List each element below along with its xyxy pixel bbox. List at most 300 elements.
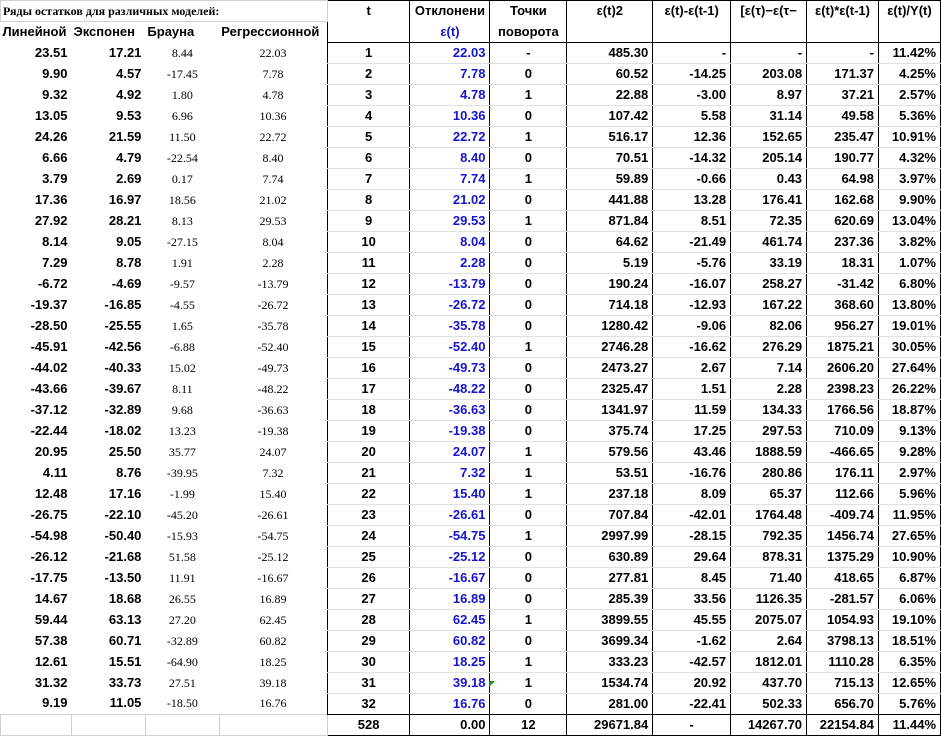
cell-regression[interactable]: 7.32 — [262, 465, 284, 480]
cell-product[interactable]: 2606.20 — [807, 357, 879, 378]
cell-brown[interactable]: 35.77 — [168, 444, 196, 459]
cell-exponential[interactable]: -4.69 — [111, 275, 142, 291]
header-turning-points-bottom[interactable]: поворота — [490, 22, 567, 43]
cell-product[interactable]: 2398.23 — [807, 378, 879, 399]
cell-t[interactable]: 21 — [327, 462, 410, 483]
cell-brown[interactable]: 8.13 — [171, 213, 193, 228]
cell-exponential[interactable]: -40.33 — [104, 359, 142, 375]
cell-product[interactable]: 176.11 — [807, 462, 879, 483]
cell-regression[interactable]: 2.28 — [262, 255, 284, 270]
cell-squared[interactable]: 1280.42 — [567, 315, 653, 336]
cell-t[interactable]: 12 — [327, 273, 410, 294]
cell-t[interactable]: 25 — [327, 546, 410, 567]
cell-difference-squared[interactable]: 792.35 — [731, 525, 807, 546]
cell-difference[interactable]: - — [653, 42, 731, 63]
cell-turning-point[interactable]: 1 — [490, 168, 567, 189]
cell-exponential[interactable]: 33.73 — [108, 674, 142, 690]
cell-brown[interactable]: 1.80 — [171, 87, 193, 102]
cell-product[interactable]: 656.70 — [807, 693, 879, 714]
header-linear[interactable]: Линейной — [2, 24, 67, 39]
cell-t[interactable]: 3 — [327, 84, 410, 105]
cell-regression[interactable]: -54.75 — [257, 528, 289, 543]
header-squared-bottom[interactable] — [567, 22, 653, 43]
cell-difference-squared[interactable]: 176.41 — [731, 189, 807, 210]
cell-regression[interactable]: -48.22 — [257, 381, 289, 396]
cell-brown[interactable]: 11.50 — [169, 129, 196, 144]
cell-linear[interactable]: -28.50 — [30, 317, 68, 333]
cell-turning-point[interactable]: 0 — [490, 273, 567, 294]
cell-product[interactable]: 710.09 — [807, 420, 879, 441]
cell-difference-squared[interactable]: 33.19 — [731, 252, 807, 273]
empty-cell[interactable] — [71, 714, 145, 735]
cell-product[interactable]: 1875.21 — [807, 336, 879, 357]
cell-t[interactable]: 8 — [327, 189, 410, 210]
header-turning-points-top[interactable]: Точки — [490, 1, 567, 22]
cell-product[interactable]: 1110.28 — [807, 651, 879, 672]
cell-difference[interactable]: 1.51 — [653, 378, 731, 399]
cell-squared[interactable]: 3899.55 — [567, 609, 653, 630]
cell-t[interactable]: 15 — [327, 336, 410, 357]
cell-exponential[interactable]: -42.56 — [104, 338, 142, 354]
cell-difference-squared[interactable]: 72.35 — [731, 210, 807, 231]
cell-product[interactable]: 237.36 — [807, 231, 879, 252]
total-product[interactable]: 22154.84 — [807, 714, 879, 735]
cell-deviation[interactable]: 7.32 — [410, 462, 490, 483]
cell-ratio[interactable]: 11.42% — [878, 42, 940, 63]
cell-difference[interactable]: 20.92 — [653, 672, 731, 693]
cell-linear[interactable]: -22.44 — [30, 422, 68, 438]
header-t-bottom[interactable] — [327, 22, 410, 43]
cell-squared[interactable]: 333.23 — [567, 651, 653, 672]
cell-squared[interactable]: 1341.97 — [567, 399, 653, 420]
cell-brown[interactable]: 9.68 — [171, 402, 193, 417]
cell-exponential[interactable]: 15.51 — [108, 653, 142, 669]
cell-squared[interactable]: 485.30 — [567, 42, 653, 63]
cell-squared[interactable]: 285.39 — [567, 588, 653, 609]
cell-product[interactable]: 49.58 — [807, 105, 879, 126]
cell-product[interactable]: 1375.29 — [807, 546, 879, 567]
cell-difference[interactable]: 8.51 — [653, 210, 731, 231]
cell-ratio[interactable]: 9.28% — [878, 441, 940, 462]
cell-t[interactable]: 29 — [327, 630, 410, 651]
cell-squared[interactable]: 22.88 — [567, 84, 653, 105]
cell-difference-squared[interactable]: 276.29 — [731, 336, 807, 357]
cell-linear[interactable]: 17.36 — [34, 191, 68, 207]
cell-product[interactable]: 1054.93 — [807, 609, 879, 630]
cell-squared[interactable]: 2325.47 — [567, 378, 653, 399]
header-exponential[interactable]: Экспонен — [73, 24, 136, 39]
cell-brown[interactable]: -1.99 — [169, 486, 195, 501]
cell-regression[interactable]: 16.76 — [259, 696, 287, 711]
header-deviation-top[interactable]: Отклонени — [410, 1, 490, 22]
cell-difference[interactable]: 5.58 — [653, 105, 731, 126]
cell-difference[interactable]: -28.15 — [653, 525, 731, 546]
cell-deviation[interactable]: -49.73 — [410, 357, 490, 378]
cell-regression[interactable]: 29.53 — [259, 213, 287, 228]
cell-difference-squared[interactable]: 134.33 — [731, 399, 807, 420]
cell-difference-squared[interactable]: 1812.01 — [731, 651, 807, 672]
cell-linear[interactable]: 31.32 — [34, 674, 68, 690]
cell-squared[interactable]: 2997.99 — [567, 525, 653, 546]
cell-t[interactable]: 9 — [327, 210, 410, 231]
cell-ratio[interactable]: 6.80% — [878, 273, 940, 294]
empty-cell[interactable] — [145, 714, 219, 735]
cell-deviation[interactable]: -13.79 — [410, 273, 490, 294]
cell-regression[interactable]: 60.82 — [259, 633, 287, 648]
cell-regression[interactable]: 8.40 — [262, 150, 284, 165]
cell-deviation[interactable]: 15.40 — [410, 483, 490, 504]
cell-turning-point[interactable]: 1 — [490, 525, 567, 546]
cell-difference-squared[interactable]: 2075.07 — [731, 609, 807, 630]
total-t[interactable]: 528 — [327, 714, 410, 735]
cell-brown[interactable]: 1.65 — [171, 318, 193, 333]
cell-deviation[interactable]: 18.25 — [410, 651, 490, 672]
cell-regression[interactable]: 4.78 — [262, 87, 284, 102]
cell-linear[interactable]: -45.91 — [30, 338, 68, 354]
cell-deviation[interactable]: -48.22 — [410, 378, 490, 399]
cell-ratio[interactable]: 5.36% — [878, 105, 940, 126]
cell-linear[interactable]: 9.19 — [42, 695, 68, 711]
cell-product[interactable]: 3798.13 — [807, 630, 879, 651]
cell-deviation[interactable]: 2.28 — [410, 252, 490, 273]
cell-turning-point[interactable]: 1 — [490, 336, 567, 357]
cell-difference-squared[interactable]: 437.70 — [731, 672, 807, 693]
total-turning-points[interactable]: 12 — [490, 714, 567, 735]
cell-regression[interactable]: 62.45 — [259, 612, 287, 627]
cell-turning-point[interactable]: 0 — [490, 546, 567, 567]
cell-deviation[interactable]: 22.03 — [410, 42, 490, 63]
cell-difference[interactable]: -9.06 — [653, 315, 731, 336]
cell-squared[interactable]: 871.84 — [567, 210, 653, 231]
cell-ratio[interactable]: 18.87% — [878, 399, 940, 420]
header-ratio[interactable]: ε(t)/Y(t) — [878, 1, 940, 22]
cell-t[interactable]: 5 — [327, 126, 410, 147]
cell-product[interactable]: 37.21 — [807, 84, 879, 105]
cell-ratio[interactable]: 13.04% — [878, 210, 940, 231]
cell-product[interactable]: 235.47 — [807, 126, 879, 147]
cell-turning-point[interactable]: 1 — [490, 84, 567, 105]
cell-t[interactable]: 7 — [327, 168, 410, 189]
cell-linear[interactable]: 12.61 — [34, 653, 68, 669]
cell-squared[interactable]: 375.74 — [567, 420, 653, 441]
cell-difference[interactable]: 43.46 — [653, 441, 731, 462]
cell-regression[interactable]: -25.12 — [257, 549, 289, 564]
cell-deviation[interactable]: -54.75 — [410, 525, 490, 546]
header-regression[interactable]: Регрессионной — [221, 24, 320, 39]
cell-product[interactable]: - — [807, 42, 879, 63]
cell-turning-point[interactable]: 1 — [490, 462, 567, 483]
cell-difference-squared[interactable]: 502.33 — [731, 693, 807, 714]
cell-deviation[interactable]: -16.67 — [410, 567, 490, 588]
cell-difference[interactable]: 12.36 — [653, 126, 731, 147]
cell-product[interactable]: 190.77 — [807, 147, 879, 168]
cell-brown[interactable]: 1.91 — [171, 255, 193, 270]
cell-turning-point[interactable]: 1 — [490, 126, 567, 147]
cell-difference[interactable]: 17.25 — [653, 420, 731, 441]
cell-exponential[interactable]: 9.05 — [116, 233, 142, 249]
cell-squared[interactable]: 70.51 — [567, 147, 653, 168]
cell-exponential[interactable]: 16.97 — [108, 191, 142, 207]
cell-difference[interactable]: 2.67 — [653, 357, 731, 378]
cell-ratio[interactable]: 3.82% — [878, 231, 940, 252]
cell-linear[interactable]: 8.14 — [42, 233, 68, 249]
cell-ratio[interactable]: 6.35% — [878, 651, 940, 672]
cell-brown[interactable]: 27.51 — [168, 675, 196, 690]
cell-difference[interactable]: 29.64 — [653, 546, 731, 567]
cell-regression[interactable]: -35.78 — [257, 318, 289, 333]
cell-ratio[interactable]: 2.97% — [878, 462, 940, 483]
cell-deviation[interactable]: -52.40 — [410, 336, 490, 357]
cell-linear[interactable]: -6.72 — [37, 275, 68, 291]
cell-ratio[interactable]: 10.90% — [878, 546, 940, 567]
cell-deviation[interactable]: -25.12 — [410, 546, 490, 567]
header-product[interactable]: ε(t)*ε(t-1) — [807, 1, 879, 22]
cell-brown[interactable]: -9.57 — [169, 276, 195, 291]
cell-squared[interactable]: 1534.74 — [567, 672, 653, 693]
cell-difference-squared[interactable]: 152.65 — [731, 126, 807, 147]
cell-exponential[interactable]: 8.76 — [116, 464, 142, 480]
cell-squared[interactable]: 281.00 — [567, 693, 653, 714]
cell-exponential[interactable]: 4.92 — [116, 86, 142, 102]
cell-product[interactable]: 620.69 — [807, 210, 879, 231]
cell-deviation[interactable]: 24.07 — [410, 441, 490, 462]
cell-deviation[interactable]: -26.61 — [410, 504, 490, 525]
cell-product[interactable]: 64.98 — [807, 168, 879, 189]
header-brown[interactable]: Брауна — [147, 24, 195, 39]
cell-ratio[interactable]: 30.05% — [878, 336, 940, 357]
cell-linear[interactable]: 59.44 — [34, 611, 68, 627]
cell-turning-point[interactable]: - — [490, 42, 567, 63]
cell-difference[interactable]: -16.76 — [653, 462, 731, 483]
cell-t[interactable]: 13 — [327, 294, 410, 315]
cell-brown[interactable]: -64.90 — [166, 654, 198, 669]
cell-linear[interactable]: 27.92 — [34, 212, 68, 228]
cell-linear[interactable]: 7.29 — [42, 254, 68, 270]
cell-difference-squared[interactable]: 297.53 — [731, 420, 807, 441]
cell-brown[interactable]: -6.88 — [169, 339, 195, 354]
cell-difference[interactable]: -5.76 — [653, 252, 731, 273]
cell-difference[interactable]: -14.25 — [653, 63, 731, 84]
cell-squared[interactable]: 60.52 — [567, 63, 653, 84]
cell-linear[interactable]: -54.98 — [30, 527, 68, 543]
cell-brown[interactable]: 6.96 — [171, 108, 193, 123]
cell-regression[interactable]: 22.03 — [259, 45, 287, 60]
cell-difference[interactable]: 8.09 — [653, 483, 731, 504]
cell-ratio[interactable]: 19.10% — [878, 609, 940, 630]
cell-turning-point[interactable]: 0 — [490, 420, 567, 441]
cell-ratio[interactable]: 27.64% — [878, 357, 940, 378]
cell-product[interactable]: 418.65 — [807, 567, 879, 588]
cell-difference[interactable]: -42.01 — [653, 504, 731, 525]
cell-difference-squared[interactable]: 258.27 — [731, 273, 807, 294]
cell-difference-squared[interactable]: 878.31 — [731, 546, 807, 567]
cell-regression[interactable]: -26.61 — [257, 507, 289, 522]
cell-ratio[interactable]: 5.76% — [878, 693, 940, 714]
cell-squared[interactable]: 2746.28 — [567, 336, 653, 357]
cell-exponential[interactable]: -18.02 — [104, 422, 142, 438]
cell-exponential[interactable]: 63.13 — [108, 611, 142, 627]
cell-turning-point[interactable]: 1 — [490, 441, 567, 462]
header-difference-squared[interactable]: [ε(τ)−ε(τ− — [731, 1, 807, 22]
total-squared[interactable]: 29671.84 — [567, 714, 653, 735]
cell-turning-point[interactable]: 0 — [490, 231, 567, 252]
cell-linear[interactable]: 14.67 — [34, 590, 68, 606]
cell-ratio[interactable]: 4.32% — [878, 147, 940, 168]
cell-product[interactable]: -281.57 — [807, 588, 879, 609]
cell-ratio[interactable]: 26.22% — [878, 378, 940, 399]
total-ratio[interactable]: 11.44% — [878, 714, 940, 735]
cell-product[interactable]: 368.60 — [807, 294, 879, 315]
cell-product[interactable]: 171.37 — [807, 63, 879, 84]
cell-brown[interactable]: -15.93 — [166, 528, 198, 543]
cell-regression[interactable]: 7.78 — [262, 66, 284, 81]
cell-exponential[interactable]: 18.68 — [108, 590, 142, 606]
cell-turning-point[interactable]: 0 — [490, 504, 567, 525]
cell-linear[interactable]: 24.26 — [34, 128, 68, 144]
cell-exponential[interactable]: -25.55 — [104, 317, 142, 333]
cell-turning-point[interactable]: 0 — [490, 315, 567, 336]
cell-t[interactable]: 16 — [327, 357, 410, 378]
cell-exponential[interactable]: 17.21 — [108, 44, 142, 60]
cell-difference-squared[interactable]: 461.74 — [731, 231, 807, 252]
cell-difference[interactable]: -1.62 — [653, 630, 731, 651]
cell-linear[interactable]: 23.51 — [34, 44, 68, 60]
cell-linear[interactable]: 9.90 — [42, 65, 68, 81]
cell-difference[interactable]: -16.07 — [653, 273, 731, 294]
cell-brown[interactable]: -27.15 — [166, 234, 198, 249]
header-ratio-bottom[interactable] — [878, 22, 940, 43]
cell-t[interactable]: 32 — [327, 693, 410, 714]
header-t[interactable]: t — [327, 1, 410, 22]
cell-t[interactable]: 14 — [327, 315, 410, 336]
cell-squared[interactable]: 579.56 — [567, 441, 653, 462]
cell-linear[interactable]: 4.11 — [42, 464, 68, 480]
cell-ratio[interactable]: 3.97% — [878, 168, 940, 189]
cell-exponential[interactable]: -16.85 — [104, 296, 142, 312]
cell-difference-squared[interactable]: 2.28 — [731, 378, 807, 399]
cell-difference-squared[interactable]: 82.06 — [731, 315, 807, 336]
cell-difference-squared[interactable]: 167.22 — [731, 294, 807, 315]
cell-t[interactable]: 2 — [327, 63, 410, 84]
cell-squared[interactable]: 707.84 — [567, 504, 653, 525]
total-difference[interactable]: - — [653, 714, 731, 735]
cell-linear[interactable]: -19.37 — [30, 296, 68, 312]
cell-ratio[interactable]: 5.96% — [878, 483, 940, 504]
cell-deviation[interactable]: 8.04 — [410, 231, 490, 252]
cell-deviation[interactable]: 39.18 — [410, 672, 490, 693]
cell-turning-point[interactable]: 1 — [490, 672, 567, 693]
cell-ratio[interactable]: 6.87% — [878, 567, 940, 588]
cell-deviation[interactable]: 10.36 — [410, 105, 490, 126]
cell-turning-point[interactable]: 1 — [490, 483, 567, 504]
cell-t[interactable]: 6 — [327, 147, 410, 168]
cell-difference-squared[interactable]: 65.37 — [731, 483, 807, 504]
cell-ratio[interactable]: 4.25% — [878, 63, 940, 84]
cell-difference-squared[interactable]: 31.14 — [731, 105, 807, 126]
cell-exponential[interactable]: 8.78 — [116, 254, 142, 270]
header-product-bottom[interactable] — [807, 22, 879, 43]
cell-brown[interactable]: -32.89 — [166, 633, 198, 648]
cell-exponential[interactable]: 25.50 — [108, 443, 142, 459]
cell-t[interactable]: 28 — [327, 609, 410, 630]
cell-squared[interactable]: 441.88 — [567, 189, 653, 210]
cell-linear[interactable]: 20.95 — [34, 443, 68, 459]
cell-deviation[interactable]: -19.38 — [410, 420, 490, 441]
cell-squared[interactable]: 3699.34 — [567, 630, 653, 651]
cell-brown[interactable]: 18.56 — [168, 192, 196, 207]
cell-brown[interactable]: 11.91 — [169, 570, 196, 585]
cell-t[interactable]: 20 — [327, 441, 410, 462]
cell-t[interactable]: 23 — [327, 504, 410, 525]
cell-exponential[interactable]: -50.40 — [104, 527, 142, 543]
cell-regression[interactable]: 16.89 — [259, 591, 287, 606]
cell-brown[interactable]: 8.44 — [171, 45, 193, 60]
cell-linear[interactable]: -43.66 — [30, 380, 68, 396]
cell-brown[interactable]: -18.50 — [166, 696, 198, 711]
cell-difference-squared[interactable]: - — [731, 42, 807, 63]
cell-turning-point[interactable]: 0 — [490, 63, 567, 84]
cell-brown[interactable]: 51.58 — [168, 549, 196, 564]
cell-turning-point[interactable]: 0 — [490, 588, 567, 609]
cell-regression[interactable]: -13.79 — [257, 276, 289, 291]
cell-difference[interactable]: -3.00 — [653, 84, 731, 105]
cell-deviation[interactable]: -26.72 — [410, 294, 490, 315]
cell-squared[interactable]: 53.51 — [567, 462, 653, 483]
cell-difference-squared[interactable]: 1888.59 — [731, 441, 807, 462]
cell-product[interactable]: -31.42 — [807, 273, 879, 294]
cell-linear[interactable]: 9.32 — [42, 86, 68, 102]
cell-product[interactable]: 715.13 — [807, 672, 879, 693]
cell-squared[interactable]: 630.89 — [567, 546, 653, 567]
cell-brown[interactable]: 8.11 — [172, 381, 193, 396]
sheet-title[interactable]: Ряды остатков для различных моделей: — [1, 1, 328, 22]
cell-product[interactable]: 956.27 — [807, 315, 879, 336]
cell-squared[interactable]: 64.62 — [567, 231, 653, 252]
cell-turning-point[interactable]: 0 — [490, 189, 567, 210]
cell-brown[interactable]: 26.55 — [168, 591, 196, 606]
cell-linear[interactable]: -37.12 — [30, 401, 68, 417]
cell-brown[interactable]: 15.02 — [168, 360, 196, 375]
cell-t[interactable]: 31 — [327, 672, 410, 693]
cell-difference[interactable]: -12.93 — [653, 294, 731, 315]
cell-deviation[interactable]: 16.76 — [410, 693, 490, 714]
cell-difference[interactable]: -0.66 — [653, 168, 731, 189]
cell-difference-squared[interactable]: 1764.48 — [731, 504, 807, 525]
cell-regression[interactable]: 15.40 — [259, 486, 287, 501]
cell-product[interactable]: 112.66 — [807, 483, 879, 504]
cell-t[interactable]: 19 — [327, 420, 410, 441]
cell-product[interactable]: -466.65 — [807, 441, 879, 462]
header-deviation-bottom[interactable]: ε(t) — [410, 22, 490, 43]
cell-difference-squared[interactable]: 2.64 — [731, 630, 807, 651]
cell-squared[interactable]: 59.89 — [567, 168, 653, 189]
cell-ratio[interactable]: 6.06% — [878, 588, 940, 609]
cell-turning-point[interactable]: 0 — [490, 294, 567, 315]
cell-t[interactable]: 17 — [327, 378, 410, 399]
cell-t[interactable]: 30 — [327, 651, 410, 672]
total-deviation[interactable]: 0.00 — [410, 714, 490, 735]
cell-linear[interactable]: -26.12 — [30, 548, 68, 564]
cell-t[interactable]: 24 — [327, 525, 410, 546]
cell-turning-point[interactable]: 0 — [490, 147, 567, 168]
cell-deviation[interactable]: 21.02 — [410, 189, 490, 210]
cell-t[interactable]: 22 — [327, 483, 410, 504]
cell-turning-point[interactable]: 0 — [490, 399, 567, 420]
cell-difference-squared[interactable]: 1126.35 — [731, 588, 807, 609]
cell-turning-point[interactable]: 1 — [490, 609, 567, 630]
cell-difference-squared[interactable]: 71.40 — [731, 567, 807, 588]
cell-ratio[interactable]: 9.13% — [878, 420, 940, 441]
